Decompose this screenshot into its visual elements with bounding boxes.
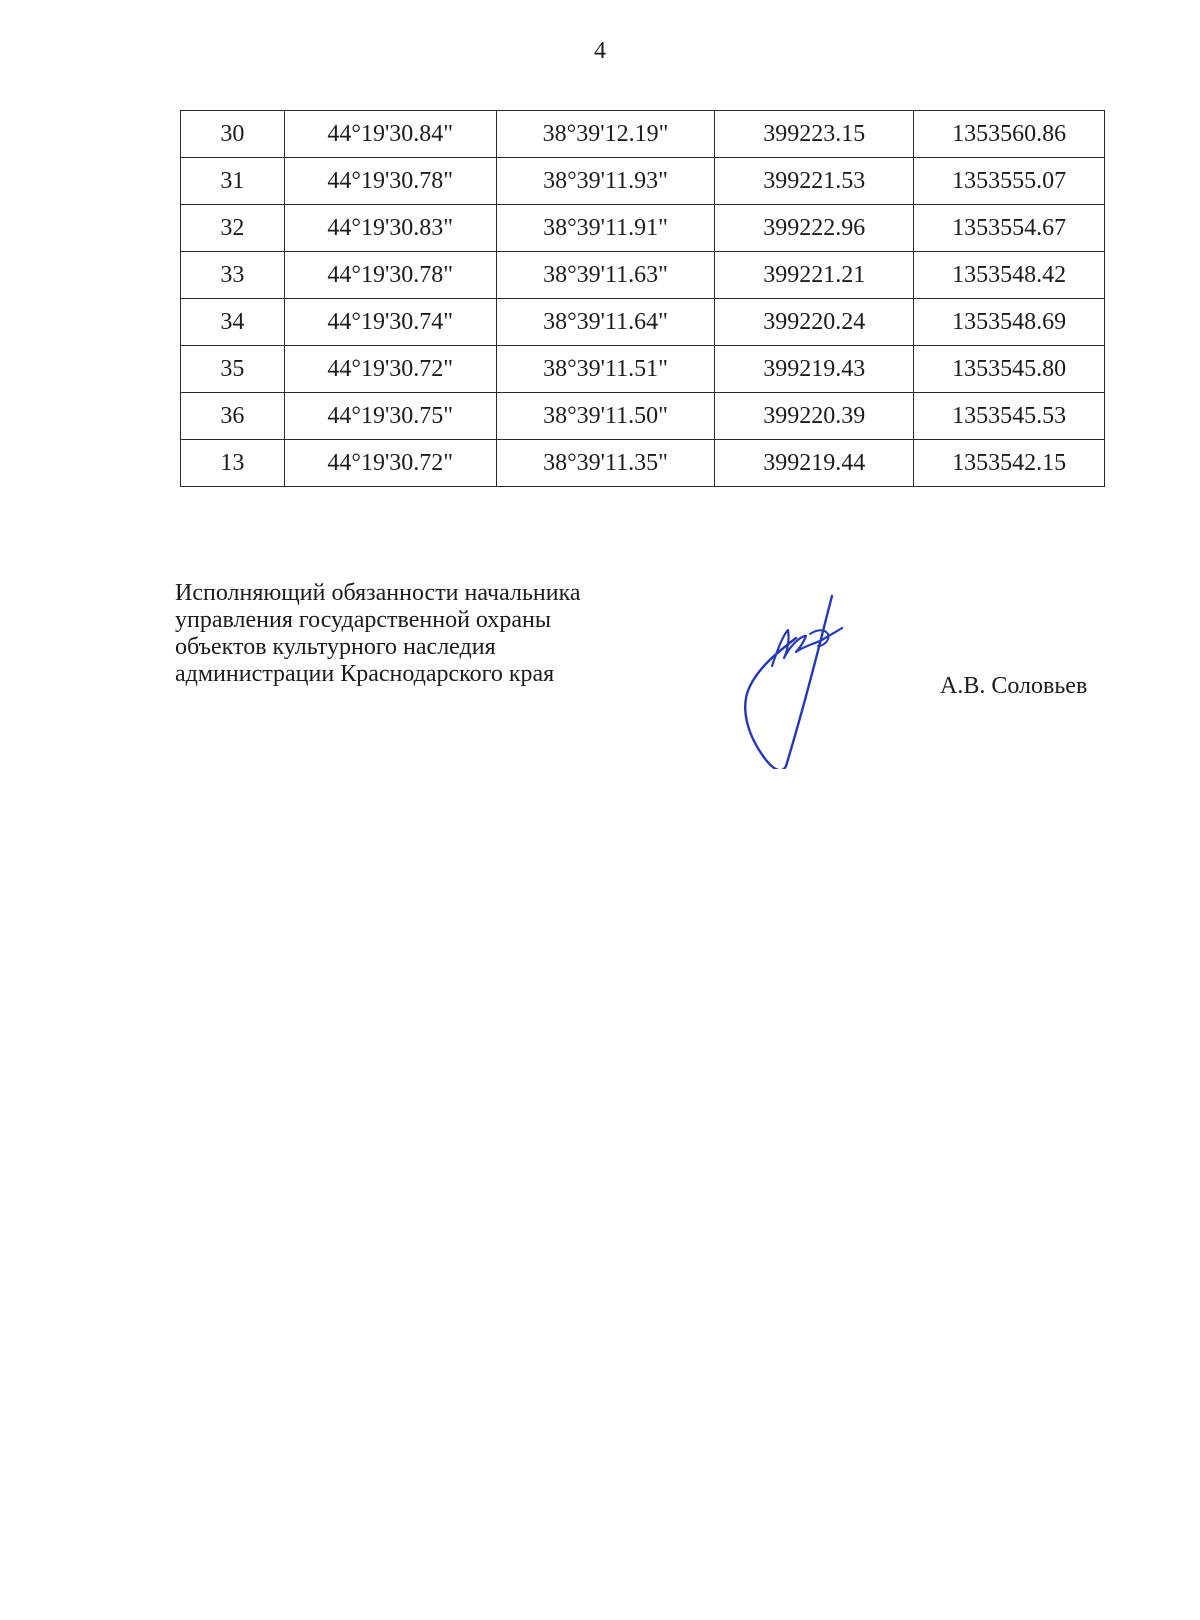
signatory-title-line: управления государственной охраны xyxy=(175,607,551,633)
signatory-title-line: Исполняющий обязанности начальника xyxy=(175,580,581,606)
y-coordinate-cell: 1353560.86 xyxy=(914,111,1105,158)
longitude-cell: 38°39'11.64" xyxy=(496,299,715,346)
table-row xyxy=(181,346,1105,393)
latitude-cell: 44°19'30.72" xyxy=(284,346,496,393)
point-number-cell: 32 xyxy=(181,205,285,252)
coordinates-table xyxy=(180,110,1105,487)
table-row xyxy=(181,393,1105,440)
table-row xyxy=(181,111,1105,158)
point-number-cell: 36 xyxy=(181,393,285,440)
latitude-cell: 44°19'30.78" xyxy=(284,252,496,299)
coordinates-table-body xyxy=(181,111,1105,487)
point-number-cell: 30 xyxy=(181,111,285,158)
latitude-cell: 44°19'30.74" xyxy=(284,299,496,346)
y-coordinate-cell: 1353542.15 xyxy=(914,440,1105,487)
signatory-title-line: объектов культурного наследия xyxy=(175,634,496,660)
longitude-cell: 38°39'11.93" xyxy=(496,158,715,205)
x-coordinate-cell: 399220.24 xyxy=(715,299,914,346)
y-coordinate-cell: 1353545.53 xyxy=(914,393,1105,440)
longitude-cell: 38°39'11.35" xyxy=(496,440,715,487)
table-row xyxy=(181,299,1105,346)
table-row xyxy=(181,252,1105,299)
x-coordinate-cell: 399219.43 xyxy=(715,346,914,393)
latitude-cell: 44°19'30.78" xyxy=(284,158,496,205)
handwritten-signature xyxy=(744,594,884,769)
longitude-cell: 38°39'11.91" xyxy=(496,205,715,252)
signatory-title-line: администрации Краснодарского края xyxy=(175,661,555,687)
latitude-cell: 44°19'30.72" xyxy=(284,440,496,487)
x-coordinate-cell: 399222.96 xyxy=(715,205,914,252)
x-coordinate-cell: 399223.15 xyxy=(715,111,914,158)
point-number-cell: 13 xyxy=(181,440,285,487)
latitude-cell: 44°19'30.83" xyxy=(284,205,496,252)
x-coordinate-cell: 399220.39 xyxy=(715,393,914,440)
y-coordinate-cell: 1353554.67 xyxy=(914,205,1105,252)
y-coordinate-cell: 1353548.69 xyxy=(914,299,1105,346)
signatory-title xyxy=(175,580,581,688)
point-number-cell: 33 xyxy=(181,252,285,299)
y-coordinate-cell: 1353555.07 xyxy=(914,158,1105,205)
x-coordinate-cell: 399221.53 xyxy=(715,158,914,205)
x-coordinate-cell: 399219.44 xyxy=(715,440,914,487)
longitude-cell: 38°39'11.50" xyxy=(496,393,715,440)
longitude-cell: 38°39'11.63" xyxy=(496,252,715,299)
page-number: 4 xyxy=(594,38,606,64)
point-number-cell: 35 xyxy=(181,346,285,393)
table-row xyxy=(181,440,1105,487)
latitude-cell: 44°19'30.84" xyxy=(284,111,496,158)
table-row xyxy=(181,205,1105,252)
y-coordinate-cell: 1353548.42 xyxy=(914,252,1105,299)
y-coordinate-cell: 1353545.80 xyxy=(914,346,1105,393)
longitude-cell: 38°39'11.51" xyxy=(496,346,715,393)
signer-name: А.В. Соловьев xyxy=(940,673,1088,699)
point-number-cell: 34 xyxy=(181,299,285,346)
table-row xyxy=(181,158,1105,205)
signature-stroke xyxy=(772,628,842,666)
longitude-cell: 38°39'12.19" xyxy=(496,111,715,158)
x-coordinate-cell: 399221.21 xyxy=(715,252,914,299)
signature-stroke xyxy=(745,596,832,769)
latitude-cell: 44°19'30.75" xyxy=(284,393,496,440)
point-number-cell: 31 xyxy=(181,158,285,205)
